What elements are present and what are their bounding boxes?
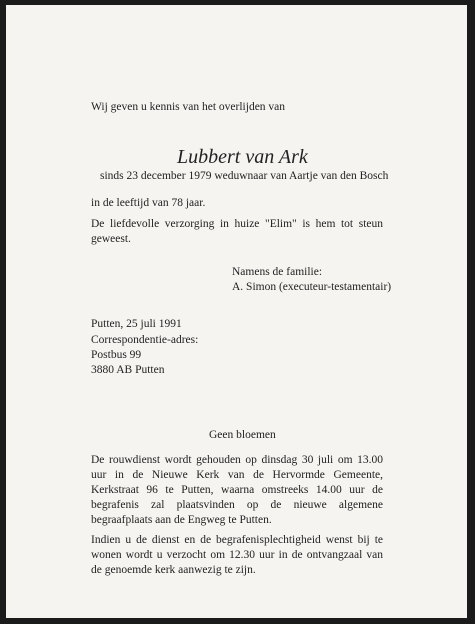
correspondence-label: Correspondentie-adres: bbox=[91, 334, 199, 346]
no-flowers-notice: Geen bloemen bbox=[209, 429, 276, 441]
reception-text: Indien u de dienst en de begrafenisplechtigheid wenst bij te wonen wordt u verzocht om 12.30 uur in de ontvangzaal van de genoemde kerk aanwezig te zijn. bbox=[91, 534, 383, 576]
death-notice-card bbox=[6, 5, 467, 618]
widower-line: sinds 23 december 1979 weduwnaar van Aartje van den Bosch bbox=[100, 170, 389, 182]
signer-name: A. Simon (executeur-testamentair) bbox=[232, 281, 392, 293]
on-behalf-label: Namens de familie: bbox=[232, 266, 323, 278]
correspondence-address-line1: Postbus 99 bbox=[91, 349, 142, 361]
deceased-name: Lubbert van Ark bbox=[177, 146, 308, 168]
correspondence-address-line2: 3880 AB Putten bbox=[91, 364, 165, 376]
funeral-service-text: De rouwdienst wordt gehouden op dinsdag 30 juli om 13.00 uur in de Nieuwe Kerk van de Hervormde Gemeente, Kerkstraat 96 te Putten, waarna omstreeks 14.00 uur de begrafenis zal plaatsvinden op de nieuwe algemene begraafplaats aan de Engweg te Putten. bbox=[91, 454, 383, 526]
age-line: in de leeftijd van 78 jaar. bbox=[91, 197, 206, 209]
place-date: Putten, 25 juli 1991 bbox=[91, 318, 182, 330]
care-text: De liefdevolle verzorging in huize "Elim" is hem tot steun geweest. bbox=[91, 218, 383, 245]
intro-text: Wij geven u kennis van het overlijden van bbox=[91, 101, 286, 113]
